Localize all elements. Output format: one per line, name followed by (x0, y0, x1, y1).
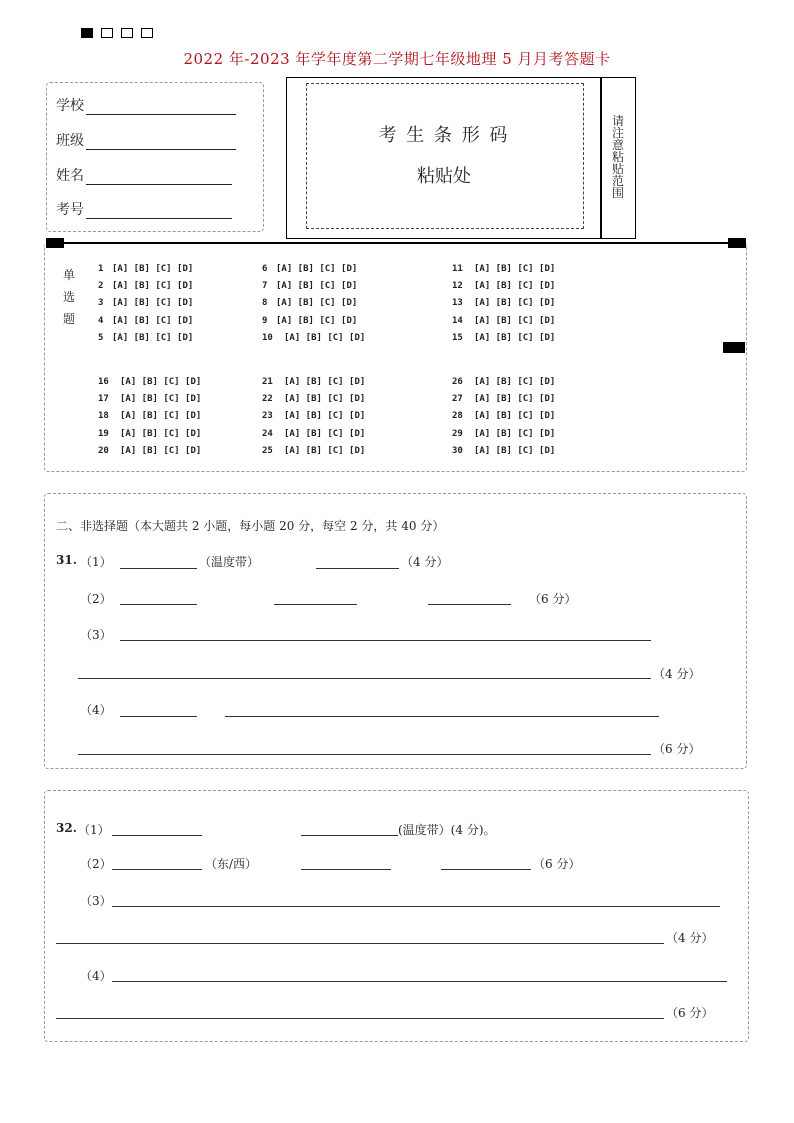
mc-question-13[interactable] (452, 298, 555, 308)
mc-options[interactable]: [A] [B] [C] [D] (284, 411, 366, 421)
q31-2-blank-c[interactable] (428, 604, 511, 605)
mc-question-number: 5 (98, 333, 104, 343)
mc-options[interactable]: [A] [B] [C] [D] (120, 411, 202, 421)
mc-question-25[interactable] (262, 446, 365, 456)
mc-question-30[interactable] (452, 446, 555, 456)
mc-question-15[interactable] (452, 333, 555, 343)
page-title: 2022 年-2023 年学年度第二学期七年级地理 5 月月考答题卡 (183, 50, 611, 68)
q31-3-blank-b[interactable] (78, 678, 651, 679)
side-note: 请注意粘贴范围 (611, 114, 624, 200)
mc-question-26[interactable] (452, 377, 555, 387)
q32-4-blank-b[interactable] (56, 1018, 664, 1019)
mc-question-number: 1 (98, 264, 104, 274)
school-label: 学校 (56, 98, 84, 114)
q31-1-score: （4 分） (401, 555, 449, 569)
q32-part2: （2） (80, 857, 112, 871)
mc-question-18[interactable] (98, 411, 201, 421)
mc-options[interactable]: [A] [B] [C] [D] (474, 264, 556, 274)
mc-options[interactable]: [A] [B] [C] [D] (120, 394, 202, 404)
mc-question-number: 15 (452, 333, 463, 343)
mc-options[interactable]: [A] [B] [C] [D] (284, 377, 366, 387)
q31-4-blank-c[interactable] (78, 754, 651, 755)
q32-2-score: （6 分） (533, 857, 581, 871)
q32-4-blank-a[interactable] (112, 981, 727, 982)
mc-options[interactable]: [A] [B] [C] [D] (284, 394, 366, 404)
q31-1-blank-b[interactable] (316, 568, 399, 569)
mc-question-14[interactable] (452, 316, 555, 326)
q32-number: 32. (56, 821, 77, 835)
mc-question-8[interactable] (262, 298, 357, 308)
question-32-box (44, 790, 749, 1042)
mc-options[interactable]: [A] [B] [C] [D] (120, 429, 202, 439)
marker-square (141, 28, 153, 38)
mc-question-20[interactable] (98, 446, 201, 456)
mc-question-number: 4 (98, 316, 104, 326)
class-label: 班级 (56, 133, 84, 149)
mc-question-number: 22 (262, 394, 273, 404)
mc-question-number: 24 (262, 429, 273, 439)
mc-question-21[interactable] (262, 377, 365, 387)
mc-options[interactable]: [A] [B] [C] [D] (474, 394, 556, 404)
mc-question-22[interactable] (262, 394, 365, 404)
exam-no-label: 考号 (56, 202, 84, 218)
mc-question-number: 14 (452, 316, 463, 326)
q31-1-blank-a[interactable] (120, 568, 197, 569)
mc-question-number: 27 (452, 394, 463, 404)
q32-2-blank-b[interactable] (301, 869, 391, 870)
mc-options[interactable]: [A] [B] [C] [D] (112, 333, 194, 343)
mc-options[interactable]: [A] [B] [C] [D] (276, 316, 358, 326)
mc-question-number: 3 (98, 298, 104, 308)
mc-options[interactable]: [A] [B] [C] [D] (276, 281, 358, 291)
section2-heading: 二、非选择题（本大题共 2 小题，每小题 20 分，每空 2 分，共 40 分） (56, 519, 445, 533)
mc-question-number: 8 (262, 298, 268, 308)
mc-question-2[interactable] (98, 281, 193, 291)
name-label: 姓名 (56, 168, 84, 184)
q32-part1: （1） (78, 823, 110, 837)
q31-3-blank-a[interactable] (120, 640, 651, 641)
mc-question-19[interactable] (98, 429, 201, 439)
mc-question-number: 18 (98, 411, 109, 421)
q32-part3: （3） (80, 894, 112, 908)
q31-2-blank-a[interactable] (120, 604, 197, 605)
q31-3-score: （4 分） (653, 667, 701, 681)
q32-2-hint: （东/西） (205, 857, 258, 871)
q32-part4: （4） (80, 969, 112, 983)
marker-square (121, 28, 133, 38)
mc-question-number: 29 (452, 429, 463, 439)
q32-1-hint: (温度带）(4 分)。 (398, 823, 496, 837)
mc-question-17[interactable] (98, 394, 201, 404)
mc-question-29[interactable] (452, 429, 555, 439)
mc-question-number: 26 (452, 377, 463, 387)
mc-options[interactable]: [A] [B] [C] [D] (112, 264, 194, 274)
q31-part2: （2） (80, 592, 112, 606)
q32-3-score: （4 分） (666, 931, 714, 945)
q32-1-blank-a[interactable] (112, 835, 202, 836)
q32-2-blank-a[interactable] (112, 869, 202, 870)
mc-question-12[interactable] (452, 281, 555, 291)
mc-question-number: 23 (262, 411, 273, 421)
mc-question-10[interactable] (262, 333, 365, 343)
mc-question-number: 10 (262, 333, 273, 343)
school-field[interactable] (56, 95, 236, 115)
mc-options[interactable]: [A] [B] [C] [D] (474, 411, 556, 421)
mc-options[interactable]: [A] [B] [C] [D] (474, 377, 556, 387)
mc-options[interactable]: [A] [B] [C] [D] (120, 377, 202, 387)
q31-number: 31. (56, 553, 77, 567)
separator-rule (46, 242, 746, 244)
mc-question-number: 7 (262, 281, 268, 291)
mc-question-number: 13 (452, 298, 463, 308)
multiple-choice-label: 单选题 (62, 268, 75, 326)
q31-part3: （3） (80, 628, 112, 642)
mc-question-number: 30 (452, 446, 463, 456)
marker-square (101, 28, 113, 38)
exam-no-field[interactable] (56, 199, 232, 219)
mc-question-27[interactable] (452, 394, 555, 404)
mc-question-5[interactable] (98, 333, 193, 343)
mc-question-number: 11 (452, 264, 463, 274)
mc-options[interactable]: [A] [B] [C] [D] (474, 446, 556, 456)
mc-options[interactable]: [A] [B] [C] [D] (276, 264, 358, 274)
q31-4-blank-a[interactable] (120, 716, 197, 717)
mc-question-number: 21 (262, 377, 273, 387)
mc-question-4[interactable] (98, 316, 193, 326)
mc-options[interactable]: [A] [B] [C] [D] (474, 333, 556, 343)
mc-options[interactable]: [A] [B] [C] [D] (474, 298, 556, 308)
class-field[interactable] (56, 130, 236, 150)
q32-3-blank-b[interactable] (56, 943, 664, 944)
mc-question-9[interactable] (262, 316, 357, 326)
q32-1-blank-b[interactable] (301, 835, 398, 836)
q32-2-blank-c[interactable] (441, 869, 531, 870)
q31-4-blank-b[interactable] (225, 716, 659, 717)
mc-options[interactable]: [A] [B] [C] [D] (112, 316, 194, 326)
barcode-title: 考 生 条 形 码 (378, 125, 510, 146)
mc-options[interactable]: [A] [B] [C] [D] (284, 429, 366, 439)
q31-part1: （1） (80, 555, 112, 569)
mc-question-number: 28 (452, 411, 463, 421)
q31-2-score: （6 分） (529, 592, 577, 606)
mc-question-number: 19 (98, 429, 109, 439)
mc-options[interactable]: [A] [B] [C] [D] (112, 298, 194, 308)
mc-question-11[interactable] (452, 264, 555, 274)
q32-3-blank-a[interactable] (112, 906, 720, 907)
mc-question-24[interactable] (262, 429, 365, 439)
mc-question-23[interactable] (262, 411, 365, 421)
mc-question-number: 6 (262, 264, 268, 274)
mc-question-28[interactable] (452, 411, 555, 421)
q32-4-score: （6 分） (666, 1006, 714, 1020)
q31-part4: （4） (80, 703, 112, 717)
mc-question-7[interactable] (262, 281, 357, 291)
name-field[interactable] (56, 165, 232, 185)
mc-options[interactable]: [A] [B] [C] [D] (284, 333, 366, 343)
mc-question-16[interactable] (98, 377, 201, 387)
mc-options[interactable]: [A] [B] [C] [D] (474, 316, 556, 326)
mc-options[interactable]: [A] [B] [C] [D] (120, 446, 202, 456)
marker-square-filled (81, 28, 93, 38)
question-31-box (44, 493, 747, 769)
barcode-subtitle: 粘贴处 (417, 166, 471, 187)
mc-question-number: 16 (98, 377, 109, 387)
mc-options[interactable]: [A] [B] [C] [D] (284, 446, 366, 456)
mc-question-number: 17 (98, 394, 109, 404)
mc-question-1[interactable] (98, 264, 193, 274)
mc-options[interactable]: [A] [B] [C] [D] (112, 281, 194, 291)
mc-options[interactable]: [A] [B] [C] [D] (474, 429, 556, 439)
mc-question-number: 25 (262, 446, 273, 456)
barcode-paste-zone (306, 83, 584, 229)
q31-1-hint: （温度带） (199, 555, 260, 569)
mc-question-number: 9 (262, 316, 268, 326)
mc-question-number: 12 (452, 281, 463, 291)
mc-question-6[interactable] (262, 264, 357, 274)
mc-question-number: 2 (98, 281, 104, 291)
mc-options[interactable]: [A] [B] [C] [D] (276, 298, 358, 308)
mc-question-3[interactable] (98, 298, 193, 308)
q31-4-score: （6 分） (653, 742, 701, 756)
mc-question-number: 20 (98, 446, 109, 456)
mc-options[interactable]: [A] [B] [C] [D] (474, 281, 556, 291)
q31-2-blank-b[interactable] (274, 604, 357, 605)
